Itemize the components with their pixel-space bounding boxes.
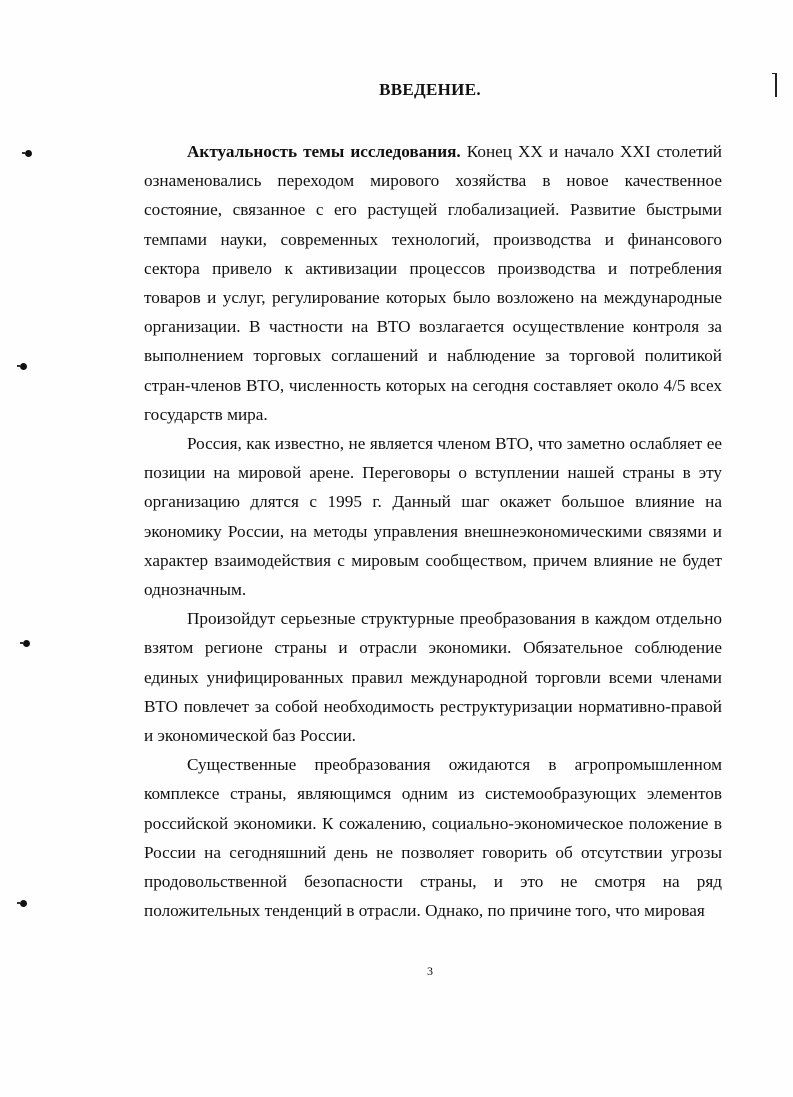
paragraph-text: Россия, как известно, не является членом ВТО, что заметно ослабляет ее позиции на мировой арене. Переговоры о вступлении нашей страны в эту организацию длятся с 1995 г. Данный шаг окажет большое влияние на экономику России, на методы управления внешнеэкономическими связями и характер взаимодействия с мировым сообществом, причем влияние не будет однозначным. — [144, 434, 722, 600]
paragraph-text: Конец XX и начало XXI столетий ознаменовались переходом мирового хозяйства в новое качественное состояние, связанное с его растущей глобализацией. Развитие быстрыми темпами науки, современных технологий, производства и финансового сектора привело к активизации процессов производства и потребления товаров и услуг, регулирование которых было возложено на международные организации. В частности на ВТО возлагается осуществление контроля за выполнением торговых соглашений и наблюдение за торговой политикой стран-членов ВТО, численность которых на сегодня составляет около 4/5 всех государств мира. — [144, 142, 722, 424]
paragraph — [144, 429, 722, 604]
paragraph-text: Существенные преобразования ожидаются в агропромышленном комплексе страны, являющимся одним из системообразующих элементов российской экономики. К сожалению, социально-экономическое положение в России на сегодняшний день не позволяет говорить об отсутствии угрозы продовольственной безопасности страны, и это не смотря на ряд положительных тенденций в отрасли. Однако, по причине того, что мировая — [144, 755, 722, 921]
document-body — [144, 137, 722, 925]
paragraph-text: Произойдут серьезные структурные преобразования в каждом отдельно взятом регионе страны и отрасли экономики. Обязательное соблюдение единых унифицированных правил международной торговли всеми членами ВТО повлечет за собой необходимость реструктуризации нормативно-правой и экономической баз России. — [144, 609, 722, 746]
scan-hole-mark — [23, 640, 30, 647]
scan-hole-mark — [20, 900, 27, 907]
scan-hole-mark — [20, 363, 27, 370]
paragraph — [144, 750, 722, 925]
paragraph — [144, 604, 722, 750]
paragraph-lead: Актуальность темы исследования. — [187, 142, 461, 161]
scan-hole-mark — [25, 150, 32, 157]
page-heading: ВВЕДЕНИЕ. — [379, 80, 481, 99]
paragraph — [144, 137, 722, 429]
page-number: 3 — [427, 964, 433, 978]
